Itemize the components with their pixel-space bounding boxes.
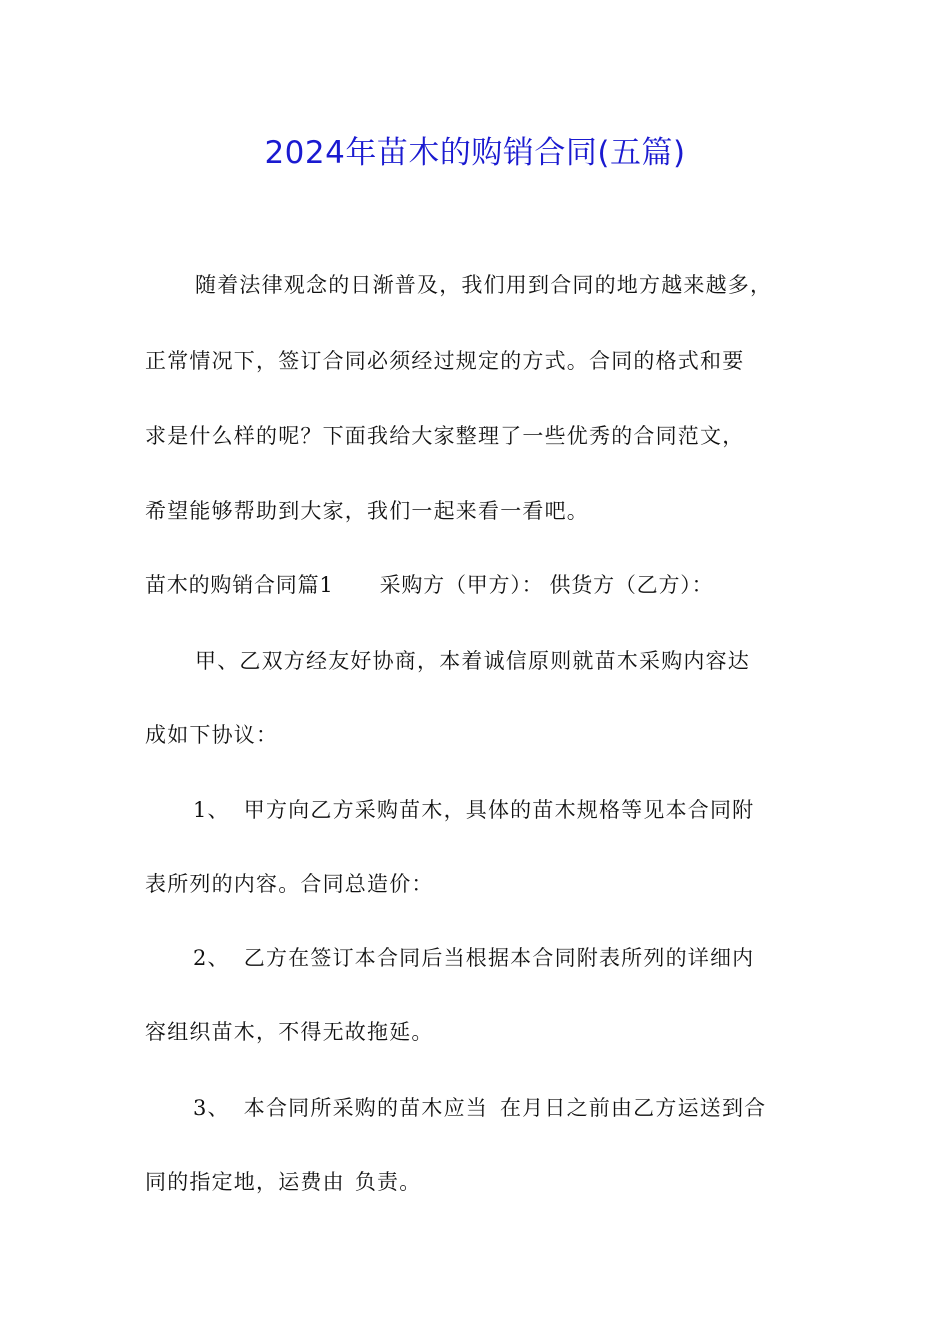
clause-2-text-1: 乙方在签订本合同后当根据本合同附表所列的详细内	[243, 946, 755, 970]
clause-1-number: 1、	[193, 798, 230, 822]
intro-line-4: 希望能够帮助到大家，我们一起来看一看吧。	[145, 499, 589, 523]
document-title: 2024年苗木的购销合同(五篇)	[264, 135, 686, 171]
clause-3-text-1a: 本合同所采购的苗木应当	[243, 1096, 488, 1120]
clause-2-line-2: 容组织苗木，不得无故拖延。	[145, 1020, 434, 1044]
clause-3-text-2b: 负责。	[354, 1170, 422, 1194]
clause-3-text-2a: 同的指定地，运费由	[145, 1170, 345, 1194]
clause-1-line-1	[193, 796, 754, 824]
clause-2-line-1	[193, 944, 754, 972]
preamble-line-2: 成如下协议：	[145, 723, 279, 747]
intro-line-3: 求是什么样的呢？下面我给大家整理了一些优秀的合同范文，	[145, 424, 745, 448]
preamble-line-1: 甲、乙双方经友好协商，本着诚信原则就苗木采购内容达	[195, 649, 750, 673]
clause-1-text-1: 甲方向乙方采购苗木，具体的苗木规格等见本合同附	[243, 798, 755, 822]
clause-2-number: 2、	[193, 946, 230, 970]
clause-1-line-2: 表所列的内容。合同总造价：	[145, 872, 434, 896]
clause-3-text-1b: 在月日之前由乙方运送到合	[499, 1096, 767, 1120]
clause-3-number: 3、	[193, 1096, 230, 1120]
buyer-label: 采购方（甲方）：	[379, 573, 544, 597]
section-heading: 苗木的购销合同篇1	[145, 573, 334, 597]
clause-3-line-1	[193, 1094, 766, 1122]
supplier-label: 供货方（乙方）：	[549, 573, 714, 597]
intro-line-2: 正常情况下，签订合同必须经过规定的方式。合同的格式和要	[145, 349, 745, 373]
section-heading-line	[145, 571, 713, 599]
clause-3-line-2	[145, 1168, 421, 1196]
intro-line-1: 随着法律观念的日渐普及，我们用到合同的地方越来越多，	[195, 273, 773, 297]
